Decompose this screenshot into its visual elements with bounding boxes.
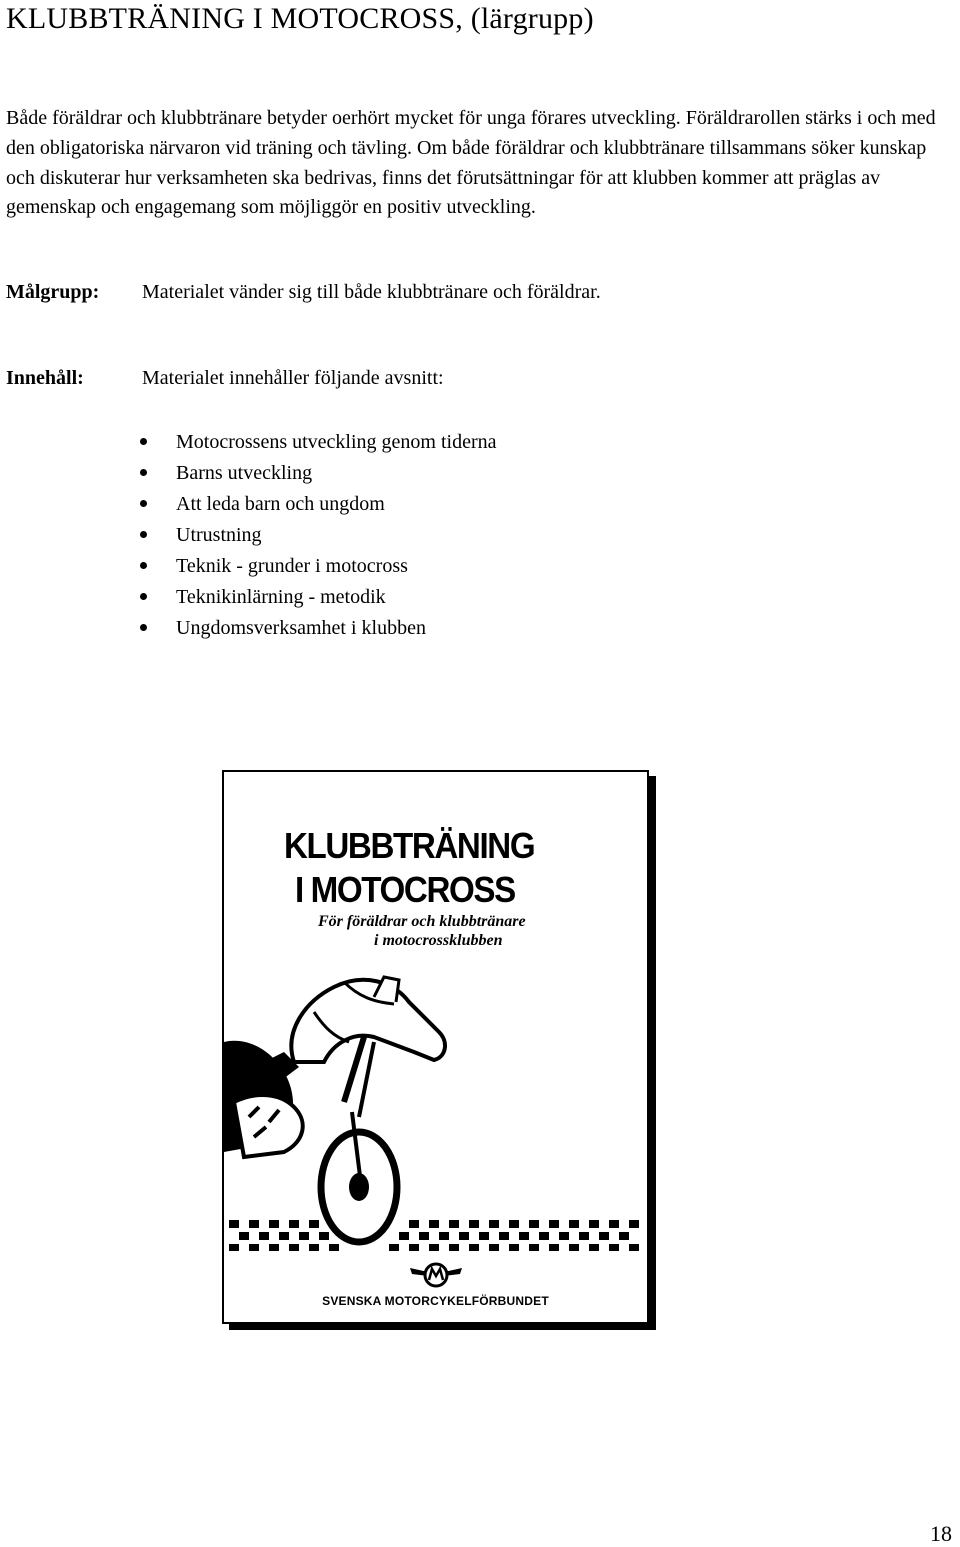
bullet-icon — [140, 531, 147, 538]
target-group-label: Målgrupp: — [6, 281, 100, 303]
list-item: Ungdomsverksamhet i klubben — [140, 613, 497, 644]
list-item: Motocrossens utveckling genom tiderna — [140, 427, 497, 458]
bullet-icon — [140, 500, 147, 507]
section-list — [140, 427, 497, 644]
cover-title-line2: I MOTOCROSS — [295, 869, 515, 910]
content-label: Innehåll: — [6, 367, 84, 389]
cover-publisher: SVENSKA MOTORCYKELFÖRBUNDET — [322, 1294, 549, 1308]
bullet-icon — [140, 469, 147, 476]
list-item: Att leda barn och ungdom — [140, 489, 497, 520]
winged-emblem-icon — [408, 1258, 464, 1292]
bullet-icon — [140, 624, 147, 631]
cover-subtitle-line2: i motocrossklubben — [374, 932, 503, 949]
page-title: KLUBBTRÄNING I MOTOCROSS, (lärgrupp) — [6, 2, 594, 35]
bullet-icon — [140, 562, 147, 569]
list-item: Teknikinlärning - metodik — [140, 582, 497, 613]
content-row — [6, 367, 444, 390]
target-group-text: Materialet vänder sig till både klubbtränare och föräldrar. — [142, 281, 601, 303]
booklet-cover-image — [222, 770, 649, 1324]
cover-title-line1: KLUBBTRÄNING — [284, 825, 535, 866]
content-text: Materialet innehåller följande avsnitt: — [142, 367, 444, 389]
target-group-row — [6, 281, 601, 304]
list-item: Barns utveckling — [140, 458, 497, 489]
intro-paragraph: Både föräldrar och klubbtränare betyder oerhört mycket för unga förares utveckling. Föräldrarollen stärks i och med den obligatoriska närvaron vid träning och tävling. Om både föräldrar och klubbtränare tillsammans söker kunskap och diskuterar hur verksamheten ska bedrivas, finns det förutsättningar för att klubben kommer att präglas av gemenskap och engagemang som möjliggör en positiv utveckling. — [6, 107, 936, 219]
page-number: 18 — [930, 1521, 952, 1546]
list-item: Teknik - grunder i motocross — [140, 551, 497, 582]
motocross-rider-icon — [224, 942, 647, 1252]
cover-title — [284, 824, 534, 912]
bullet-icon — [140, 438, 147, 445]
cover-subtitle-line1: För föräldrar och klubbtränare — [318, 913, 526, 930]
list-item: Utrustning — [140, 520, 497, 551]
bullet-icon — [140, 593, 147, 600]
